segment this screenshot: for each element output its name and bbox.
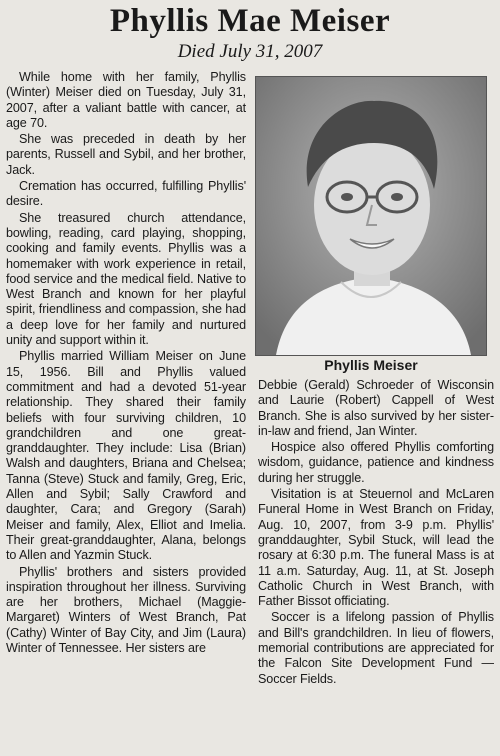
paragraph-continuation: Debbie (Gerald) Schroeder of Wisconsin and Laurie (Robert) Cappell of West Branch. She is also survived by her sister-in-law and friend, Jan Winter. [258,378,494,438]
paragraph: Cremation has occurred, fulfilling Phyllis' desire. [6,179,246,209]
paragraph: She treasured church attendance, bowling, reading, card playing, shopping, cooking and family events. Phyllis was a homemaker with work experience in retail, food service and the medical field. Native to West Branch and known for her playful spirit, friendliness and compassion, she had a deep love for her family and nurtured unity and support within it. [6,210,246,348]
paragraph: Soccer is a lifelong passion of Phyllis and Bill's grandchildren. In lieu of flowers, memorial contributions are appreciated for the Falcon Site Development Fund — Soccer Fields. [258,610,494,686]
paragraph: While home with her family, Phyllis (Winter) Meiser died on Tuesday, July 31, 2007, after a valiant battle with cancer, at age 70. [6,70,246,130]
paragraph: Phyllis married William Meiser on June 15, 1956. Bill and Phyllis valued commitment and had a devoted 51-year relationship. They shared their family beliefs with four surviving children, 10 grandchildren and one great-granddaughter. They include: Lisa (Brian) Walsh and daughters, Briana and Chelsea; Tanna (Steve) Stuck and family, Greg, Eric, Allen and Sybil; Sally Crawford and daughter, Cara; and Gregory (Sarah) Meiser and family, Alex, Elliot and Imelia. Their great-granddaughter, Alana, belongs to Allen and Yazmin Stuck. [6,349,246,563]
paragraph: Visitation is at Steuernol and McLaren Funeral Home in West Branch on Friday, Aug. 10, 2007, from 3-9 p.m. Phyllis' granddaughter, Sybil Stuck, will lead the rosary at 6:30 p.m. The funeral Mass is at 11 a.m. Saturday, Aug. 11, at St. Joseph Catholic Church in West Branch, with Father Bissot officiating. [258,487,494,609]
obituary-headline: Phyllis Mae Meiser [109,3,391,39]
paragraph: Hospice also offered Phyllis comforting wisdom, guidance, patience and kindness during her struggle. [258,440,494,485]
paragraph: She was preceded in death by her parents, Russell and Sybil, and her brother, Jack. [6,132,246,177]
obituary-text-right-column [258,378,494,754]
obituary-text-left-column [6,70,246,754]
photo-caption: Phyllis Meiser [324,357,418,373]
portrait-photo [255,76,487,356]
paragraph: Phyllis' brothers and sisters provided inspiration throughout her illness. Surviving are her brothers, Michael (Maggie-Margaret) Winters of West Branch, Pat (Cathy) Winter of Bay City, and Jim (Laura) Winter of Tennessee. Her sisters are [6,564,246,655]
death-date: Died July 31, 2007 [177,41,323,62]
